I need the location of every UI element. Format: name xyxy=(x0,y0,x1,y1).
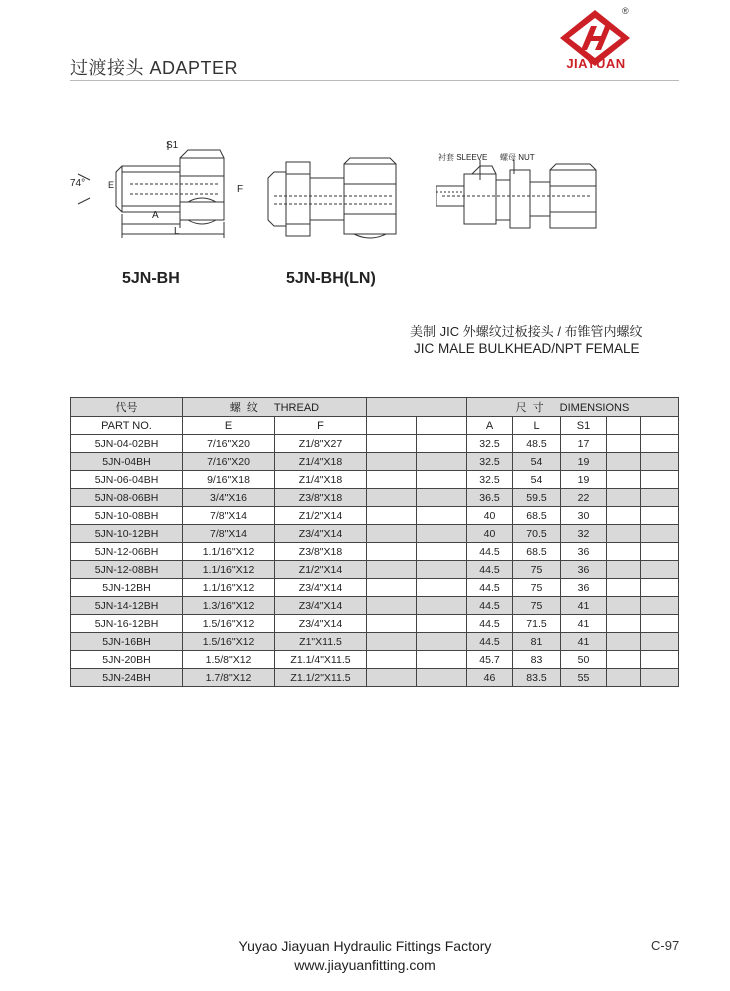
cell-f: Z3/8"X18 xyxy=(275,489,367,507)
cell-blank xyxy=(641,507,679,525)
cell-l: 54 xyxy=(513,471,561,489)
cell-blank xyxy=(641,525,679,543)
header-thread xyxy=(183,398,367,417)
cell-blank xyxy=(367,579,417,597)
cell-e: 3/4"X16 xyxy=(183,489,275,507)
cell-blank xyxy=(607,597,641,615)
table-row xyxy=(71,435,679,453)
cell-e: 1.5/8"X12 xyxy=(183,651,275,669)
model-label-5jn-bh-ln: 5JN-BH(LN) xyxy=(286,270,376,287)
cell-part-no: 5JN-04-02BH xyxy=(71,435,183,453)
cell-part-no: 5JN-16BH xyxy=(71,633,183,651)
cell-e: 1.3/16"X12 xyxy=(183,597,275,615)
table-row xyxy=(71,651,679,669)
cell-blank xyxy=(367,597,417,615)
description-cn: 美制 JIC 外螺纹过板接头 / 布锥管内螺纹 xyxy=(410,324,643,339)
table-row xyxy=(71,615,679,633)
cell-l: 71.5 xyxy=(513,615,561,633)
cell-blank xyxy=(641,651,679,669)
cell-part-no: 5JN-14-12BH xyxy=(71,597,183,615)
cell-a: 44.5 xyxy=(467,543,513,561)
cell-blank xyxy=(417,435,467,453)
cell-l: 48.5 xyxy=(513,435,561,453)
cell-f: Z3/4"X14 xyxy=(275,525,367,543)
cell-blank xyxy=(607,561,641,579)
cell-part-no: 5JN-16-12BH xyxy=(71,615,183,633)
table-row xyxy=(71,507,679,525)
header-empty xyxy=(367,398,467,417)
cell-l: 70.5 xyxy=(513,525,561,543)
cell-s1: 55 xyxy=(561,669,607,687)
header-f: F xyxy=(275,417,367,435)
drawing-5jn-bh xyxy=(70,136,255,246)
cell-l: 83.5 xyxy=(513,669,561,687)
angle-label: 74° xyxy=(70,178,86,189)
table-row xyxy=(71,669,679,687)
table-header-row-1 xyxy=(71,398,679,417)
table-row xyxy=(71,525,679,543)
cell-part-no: 5JN-06-04BH xyxy=(71,471,183,489)
cell-part-no: 5JN-12BH xyxy=(71,579,183,597)
cell-blank xyxy=(417,615,467,633)
cell-a: 40 xyxy=(467,507,513,525)
cell-l: 81 xyxy=(513,633,561,651)
model-label-5jn-bh: 5JN-BH xyxy=(122,270,180,287)
cell-s1: 36 xyxy=(561,579,607,597)
table-body xyxy=(71,435,679,687)
cell-f: Z1/4"X18 xyxy=(275,471,367,489)
cell-blank xyxy=(607,669,641,687)
cell-a: 44.5 xyxy=(467,579,513,597)
table-row xyxy=(71,579,679,597)
drawing-sleeve-nut xyxy=(436,160,602,236)
cell-a: 32.5 xyxy=(467,453,513,471)
header-dims-cn: 尺寸 xyxy=(515,402,550,414)
cell-blank xyxy=(417,471,467,489)
cell-blank xyxy=(417,633,467,651)
cell-e: 9/16"X18 xyxy=(183,471,275,489)
cell-s1: 32 xyxy=(561,525,607,543)
cell-blank xyxy=(367,561,417,579)
table-header-row-2 xyxy=(71,417,679,435)
header-dimensions xyxy=(467,398,679,417)
cell-e: 7/16"X20 xyxy=(183,435,275,453)
cell-blank xyxy=(367,453,417,471)
cell-s1: 50 xyxy=(561,651,607,669)
e-label: E xyxy=(108,180,115,190)
cell-a: 36.5 xyxy=(467,489,513,507)
cell-s1: 22 xyxy=(561,489,607,507)
cell-blank xyxy=(641,669,679,687)
cell-blank xyxy=(607,435,641,453)
cell-blank xyxy=(607,453,641,471)
cell-blank xyxy=(641,471,679,489)
cell-l: 75 xyxy=(513,597,561,615)
cell-l: 68.5 xyxy=(513,507,561,525)
cell-a: 44.5 xyxy=(467,597,513,615)
cell-blank xyxy=(417,561,467,579)
header-blank-2 xyxy=(417,417,467,435)
header-dims-en: DIMENSIONS xyxy=(559,402,630,414)
header-code xyxy=(71,398,183,417)
cell-e: 1.1/16"X12 xyxy=(183,579,275,597)
cell-blank xyxy=(607,525,641,543)
cell-e: 1.1/16"X12 xyxy=(183,543,275,561)
cell-f: Z1/2"X14 xyxy=(275,561,367,579)
cell-s1: 41 xyxy=(561,597,607,615)
registered-mark: ® xyxy=(622,6,629,16)
table-row xyxy=(71,453,679,471)
cell-blank xyxy=(417,543,467,561)
cell-blank xyxy=(367,651,417,669)
cell-blank xyxy=(417,669,467,687)
header-part-no: PART NO. xyxy=(71,417,183,435)
cell-a: 32.5 xyxy=(467,435,513,453)
cell-blank xyxy=(367,471,417,489)
cell-a: 45.7 xyxy=(467,651,513,669)
cell-l: 83 xyxy=(513,651,561,669)
cell-s1: 19 xyxy=(561,453,607,471)
header-e: E xyxy=(183,417,275,435)
cell-part-no: 5JN-20BH xyxy=(71,651,183,669)
footer-website: www.jiayuanfitting.com xyxy=(294,957,436,973)
cell-l: 59.5 xyxy=(513,489,561,507)
header-thread-en: THREAD xyxy=(273,402,320,414)
cell-blank xyxy=(641,633,679,651)
table-row xyxy=(71,489,679,507)
brand-name: JIAYUAN xyxy=(566,56,626,71)
table-row xyxy=(71,633,679,651)
cell-part-no: 5JN-12-06BH xyxy=(71,543,183,561)
header-s1: S1 xyxy=(561,417,607,435)
cell-e: 7/8"X14 xyxy=(183,525,275,543)
cell-blank xyxy=(417,489,467,507)
cell-a: 44.5 xyxy=(467,615,513,633)
cell-a: 40 xyxy=(467,525,513,543)
header-a: A xyxy=(467,417,513,435)
cell-blank xyxy=(607,651,641,669)
cell-e: 1.7/8"X12 xyxy=(183,669,275,687)
cell-blank xyxy=(417,453,467,471)
cell-blank xyxy=(417,579,467,597)
header-thread-cn: 螺纹 xyxy=(229,402,264,414)
cell-blank xyxy=(641,561,679,579)
cell-blank xyxy=(417,525,467,543)
table-row xyxy=(71,561,679,579)
spec-table xyxy=(70,397,679,687)
cell-l: 54 xyxy=(513,453,561,471)
cell-part-no: 5JN-12-08BH xyxy=(71,561,183,579)
cell-blank xyxy=(417,507,467,525)
cell-blank xyxy=(641,453,679,471)
cell-part-no: 5JN-08-06BH xyxy=(71,489,183,507)
cell-f: Z3/4"X14 xyxy=(275,579,367,597)
cell-part-no: 5JN-24BH xyxy=(71,669,183,687)
cell-e: 7/8"X14 xyxy=(183,507,275,525)
cell-part-no: 5JN-04BH xyxy=(71,453,183,471)
cell-blank xyxy=(417,651,467,669)
cell-e: 1.5/16"X12 xyxy=(183,633,275,651)
cell-s1: 36 xyxy=(561,561,607,579)
footer-company: Yuyao Jiayuan Hydraulic Fittings Factory xyxy=(238,938,492,954)
cell-blank xyxy=(607,615,641,633)
description-en: JIC MALE BULKHEAD/NPT FEMALE xyxy=(414,341,640,356)
header-blank-3 xyxy=(607,417,641,435)
cell-blank xyxy=(641,489,679,507)
cell-s1: 19 xyxy=(561,471,607,489)
cell-blank xyxy=(607,471,641,489)
cell-f: Z3/8"X18 xyxy=(275,543,367,561)
cell-s1: 17 xyxy=(561,435,607,453)
cell-blank xyxy=(641,435,679,453)
cell-f: Z3/4"X14 xyxy=(275,597,367,615)
cell-a: 46 xyxy=(467,669,513,687)
header-divider xyxy=(70,80,679,81)
header-code-cn: 代号 xyxy=(115,402,138,414)
cell-e: 1.1/16"X12 xyxy=(183,561,275,579)
cell-part-no: 5JN-10-08BH xyxy=(71,507,183,525)
table-row xyxy=(71,597,679,615)
cell-e: 1.5/16"X12 xyxy=(183,615,275,633)
cell-blank xyxy=(641,615,679,633)
cell-blank xyxy=(607,489,641,507)
cell-part-no: 5JN-10-12BH xyxy=(71,525,183,543)
cell-e: 7/16"X20 xyxy=(183,453,275,471)
cell-f: Z3/4"X14 xyxy=(275,615,367,633)
cell-blank xyxy=(607,579,641,597)
cell-a: 32.5 xyxy=(467,471,513,489)
cell-blank xyxy=(607,633,641,651)
cell-l: 75 xyxy=(513,561,561,579)
cell-s1: 30 xyxy=(561,507,607,525)
table-row xyxy=(71,471,679,489)
header-blank-4 xyxy=(641,417,679,435)
cell-f: Z1/8"X27 xyxy=(275,435,367,453)
cell-blank xyxy=(367,669,417,687)
cell-blank xyxy=(641,579,679,597)
cell-blank xyxy=(367,507,417,525)
cell-blank xyxy=(607,543,641,561)
header-blank-1 xyxy=(367,417,417,435)
l-label: L xyxy=(174,226,180,237)
nut-label: 螺母 NUT xyxy=(500,153,535,162)
cell-blank xyxy=(367,489,417,507)
cell-f: Z1/4"X18 xyxy=(275,453,367,471)
cell-blank xyxy=(367,543,417,561)
cell-blank xyxy=(367,525,417,543)
cell-blank xyxy=(641,597,679,615)
cell-f: Z1.1/2"X11.5 xyxy=(275,669,367,687)
sleeve-label: 衬套 SLEEVE xyxy=(438,153,488,162)
cell-l: 75 xyxy=(513,579,561,597)
cell-blank xyxy=(367,615,417,633)
cell-s1: 41 xyxy=(561,615,607,633)
cell-f: Z1.1/4"X11.5 xyxy=(275,651,367,669)
cell-a: 44.5 xyxy=(467,561,513,579)
cell-s1: 41 xyxy=(561,633,607,651)
cell-blank xyxy=(367,633,417,651)
cell-blank xyxy=(641,543,679,561)
header-l: L xyxy=(513,417,561,435)
page-title: 过渡接头 ADAPTER xyxy=(70,58,239,78)
cell-f: Z1"X11.5 xyxy=(275,633,367,651)
f-label: F xyxy=(237,184,244,195)
cell-blank xyxy=(417,597,467,615)
table-row xyxy=(71,543,679,561)
page-number: C-97 xyxy=(651,938,680,953)
cell-s1: 36 xyxy=(561,543,607,561)
cell-l: 68.5 xyxy=(513,543,561,561)
s1-label: S1 xyxy=(166,140,179,151)
drawing-5jn-bh-ln xyxy=(264,156,404,242)
cell-blank xyxy=(607,507,641,525)
a-label: A xyxy=(152,210,159,221)
cell-a: 44.5 xyxy=(467,633,513,651)
cell-f: Z1/2"X14 xyxy=(275,507,367,525)
cell-blank xyxy=(367,435,417,453)
